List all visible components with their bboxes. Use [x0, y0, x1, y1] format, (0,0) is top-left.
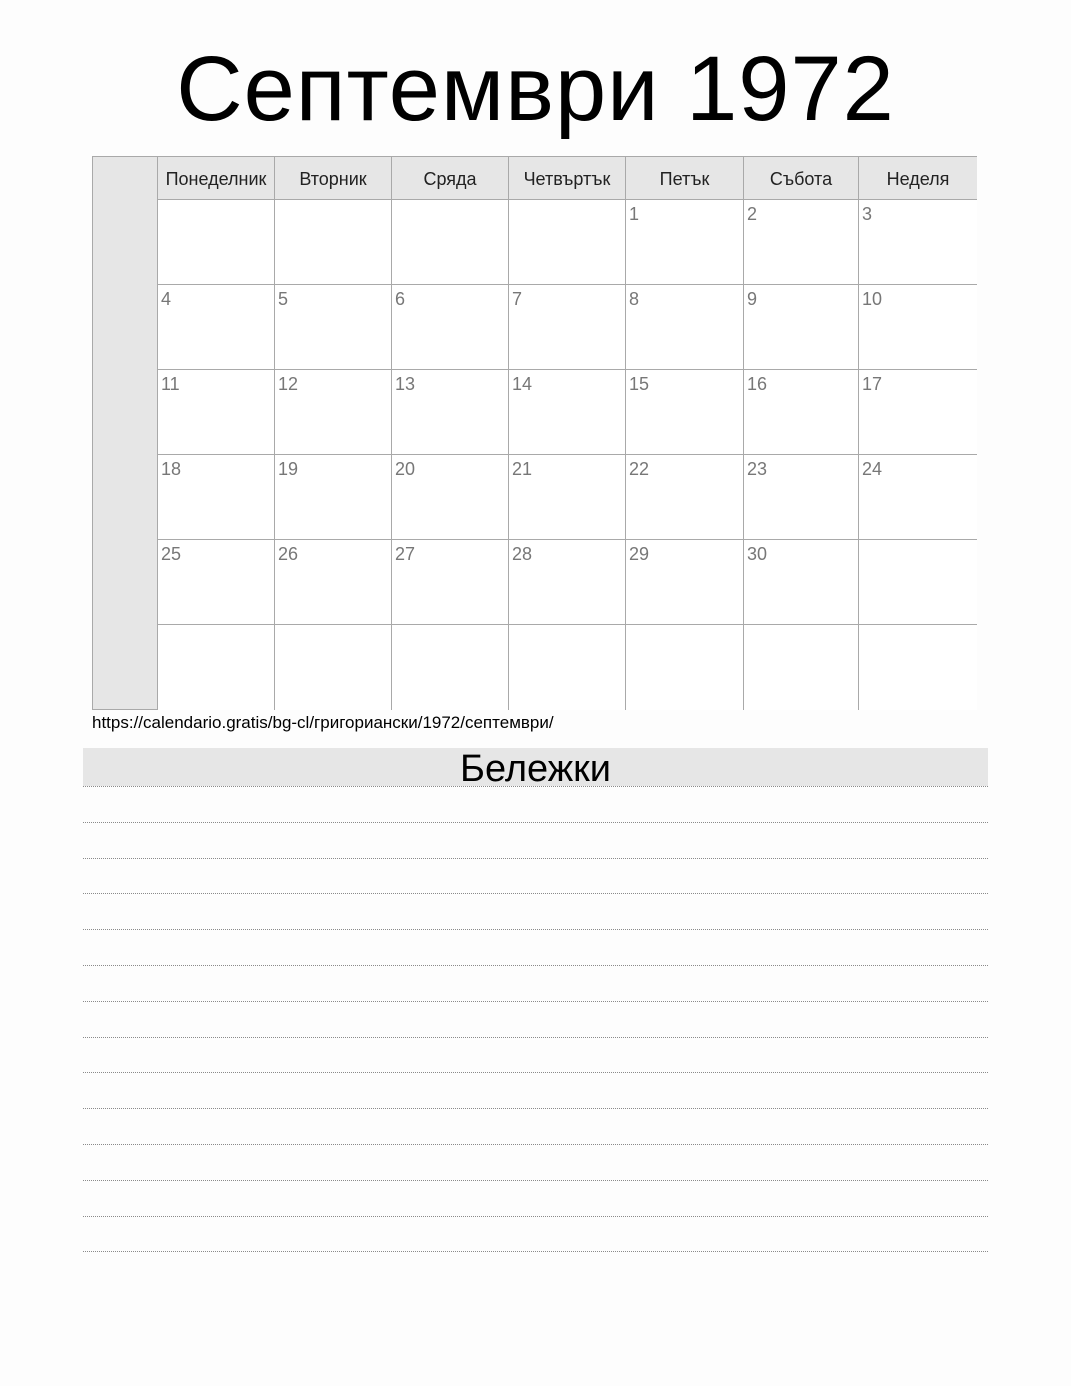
day-cell[interactable] [859, 285, 977, 370]
day-cell[interactable] [392, 200, 509, 285]
note-line [83, 929, 988, 930]
day-cell[interactable] [275, 200, 392, 285]
day-cell[interactable] [626, 625, 744, 710]
day-cell[interactable] [158, 540, 275, 625]
day-number: 16 [747, 374, 768, 394]
day-number: 30 [747, 544, 768, 564]
day-cell[interactable] [158, 370, 275, 455]
day-cell[interactable] [275, 625, 392, 710]
day-cell[interactable] [158, 200, 275, 285]
day-cell[interactable] [509, 540, 626, 625]
day-cell[interactable] [509, 200, 626, 285]
day-cell[interactable] [392, 285, 509, 370]
day-number: 20 [395, 459, 416, 479]
note-line [83, 1251, 988, 1252]
weekday-header: Събота [744, 157, 859, 200]
day-cell[interactable] [392, 455, 509, 540]
day-number: 2 [747, 204, 758, 224]
day-number: 7 [512, 289, 523, 309]
day-cell[interactable] [744, 625, 859, 710]
day-cell[interactable] [859, 540, 977, 625]
note-line [83, 1072, 988, 1073]
note-line [83, 1108, 988, 1109]
day-cell[interactable] [509, 455, 626, 540]
weekday-header: Четвъртък [509, 157, 626, 200]
day-number: 29 [629, 544, 650, 564]
note-line [83, 1180, 988, 1181]
day-cell[interactable] [392, 370, 509, 455]
day-cell[interactable] [509, 285, 626, 370]
note-line [83, 1037, 988, 1038]
week-number-column [93, 157, 158, 709]
calendar-grid [92, 156, 977, 710]
day-number: 15 [629, 374, 650, 394]
notes-title: Бележки [460, 748, 611, 790]
note-line [83, 965, 988, 966]
note-line [83, 822, 988, 823]
day-number: 18 [161, 459, 182, 479]
day-number: 5 [278, 289, 289, 309]
day-cell[interactable] [158, 285, 275, 370]
weekday-header: Понеделник [158, 157, 275, 200]
day-cell[interactable] [744, 455, 859, 540]
day-number: 26 [278, 544, 299, 564]
day-number: 28 [512, 544, 533, 564]
day-cell[interactable] [744, 200, 859, 285]
day-cell[interactable] [626, 455, 744, 540]
day-number: 10 [862, 289, 883, 309]
notes-header [83, 748, 988, 790]
day-cell[interactable] [859, 625, 977, 710]
day-cell[interactable] [275, 370, 392, 455]
day-cell[interactable] [509, 625, 626, 710]
note-line [83, 786, 988, 787]
weekday-header: Петък [626, 157, 744, 200]
day-number: 13 [395, 374, 416, 394]
day-cell[interactable] [626, 370, 744, 455]
note-line [83, 1216, 988, 1217]
note-line [83, 858, 988, 859]
day-number: 23 [747, 459, 768, 479]
day-cell[interactable] [392, 625, 509, 710]
day-cell[interactable] [275, 540, 392, 625]
day-cell[interactable] [509, 370, 626, 455]
day-cell[interactable] [392, 540, 509, 625]
day-cell[interactable] [158, 455, 275, 540]
day-cell[interactable] [158, 625, 275, 710]
note-line [83, 893, 988, 894]
page-title: Септември 1972 [176, 38, 895, 140]
day-number: 22 [629, 459, 650, 479]
day-cell[interactable] [744, 370, 859, 455]
weekday-header: Неделя [859, 157, 977, 200]
day-cell[interactable] [626, 285, 744, 370]
day-number: 19 [278, 459, 299, 479]
day-number: 21 [512, 459, 533, 479]
day-cell[interactable] [744, 540, 859, 625]
day-number: 8 [629, 289, 640, 309]
weekday-header: Сряда [392, 157, 509, 200]
day-number: 9 [747, 289, 758, 309]
day-cell[interactable] [859, 370, 977, 455]
day-cell[interactable] [626, 200, 744, 285]
day-number: 4 [161, 289, 172, 309]
source-url[interactable]: https://calendario.gratis/bg-cl/григориански/1972/септември/ [92, 713, 554, 732]
day-number: 25 [161, 544, 182, 564]
note-line [83, 1001, 988, 1002]
day-cell[interactable] [275, 455, 392, 540]
day-cell[interactable] [859, 455, 977, 540]
weekday-header: Вторник [275, 157, 392, 200]
day-number: 27 [395, 544, 416, 564]
day-cell[interactable] [275, 285, 392, 370]
day-number: 6 [395, 289, 406, 309]
day-number: 17 [862, 374, 883, 394]
day-number: 12 [278, 374, 299, 394]
day-cell[interactable] [626, 540, 744, 625]
day-cell[interactable] [859, 200, 977, 285]
day-number: 24 [862, 459, 883, 479]
day-number: 3 [862, 204, 873, 224]
day-number: 1 [629, 204, 640, 224]
note-line [83, 1144, 988, 1145]
day-number: 14 [512, 374, 533, 394]
day-cell[interactable] [744, 285, 859, 370]
day-number: 11 [161, 374, 180, 394]
